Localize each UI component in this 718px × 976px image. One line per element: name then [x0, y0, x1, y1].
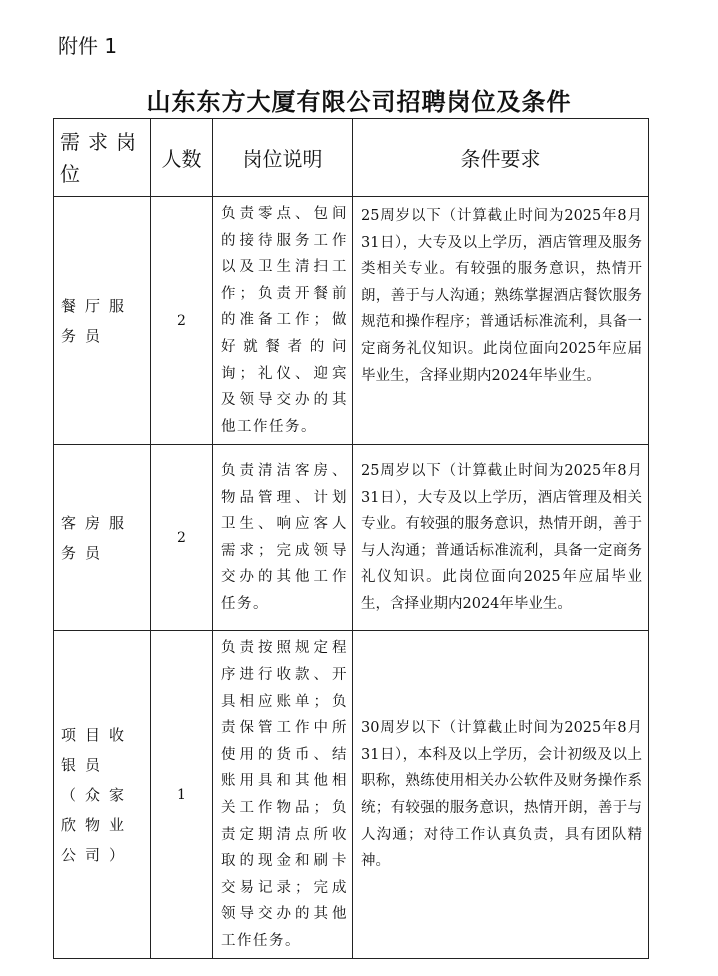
table-row: [54, 631, 649, 959]
table-row: [54, 197, 649, 445]
attachment-label: 附件 1: [58, 34, 118, 58]
table-row: [54, 445, 649, 631]
position-cell: 项目收银员（众家欣物业公司）: [54, 631, 151, 959]
count-cell: 2: [151, 445, 213, 631]
header-description: 岗位说明: [213, 119, 353, 197]
header-count: 人数: [151, 119, 213, 197]
document-title: 山东东方大厦有限公司招聘岗位及条件: [146, 87, 572, 116]
requirements-cell: 30周岁以下（计算截止时间为2025年8月31日），本科及以上学历，会计初级及以上职称，熟练使用相关办公软件及财务操作系统；有较强的服务意识，热情开朗，善于与人沟通；对待工作认真负责，具有团队精神。: [353, 631, 649, 959]
header-requirements: 条件要求: [353, 119, 649, 197]
count-cell: 2: [151, 197, 213, 445]
requirements-cell: 25周岁以下（计算截止时间为2025年8月31日），大专及以上学历，酒店管理及相关专业。有较强的服务意识，热情开朗，善于与人沟通；普通话标准流利，具备一定商务礼仪知识。此岗位面向2025年应届毕业生，含择业期内2024年毕业生。: [353, 445, 649, 631]
description-cell: 负责零点、包间的接待服务工作以及卫生清扫工作；负责开餐前的准备工作；做好就餐者的问询；礼仪、迎宾及领导交办的其他工作任务。: [213, 197, 353, 445]
position-cell: 餐厅服务员: [54, 197, 151, 445]
requirements-cell: 25周岁以下（计算截止时间为2025年8月31日），大专及以上学历，酒店管理及服务类相关专业。有较强的服务意识，热情开朗，善于与人沟通；熟练掌握酒店餐饮服务规范和操作程序；普通话标准流利，具备一定商务礼仪知识。此岗位面向2025年应届毕业生，含择业期内2024年毕业生。: [353, 197, 649, 445]
table-header-row: [54, 119, 649, 197]
header-position: 需求岗位: [54, 119, 151, 197]
description-cell: 负责清洁客房、物品管理、计划卫生、响应客人需求；完成领导交办的其他工作任务。: [213, 445, 353, 631]
recruitment-table: [53, 118, 649, 959]
position-cell: 客房服务员: [54, 445, 151, 631]
count-cell: 1: [151, 631, 213, 959]
description-cell: 负责按照规定程序进行收款、开具相应账单；负责保管工作中所使用的货币、结账用具和其他相关工作物品；负责定期清点所收取的现金和刷卡交易记录；完成领导交办的其他工作任务。: [213, 631, 353, 959]
